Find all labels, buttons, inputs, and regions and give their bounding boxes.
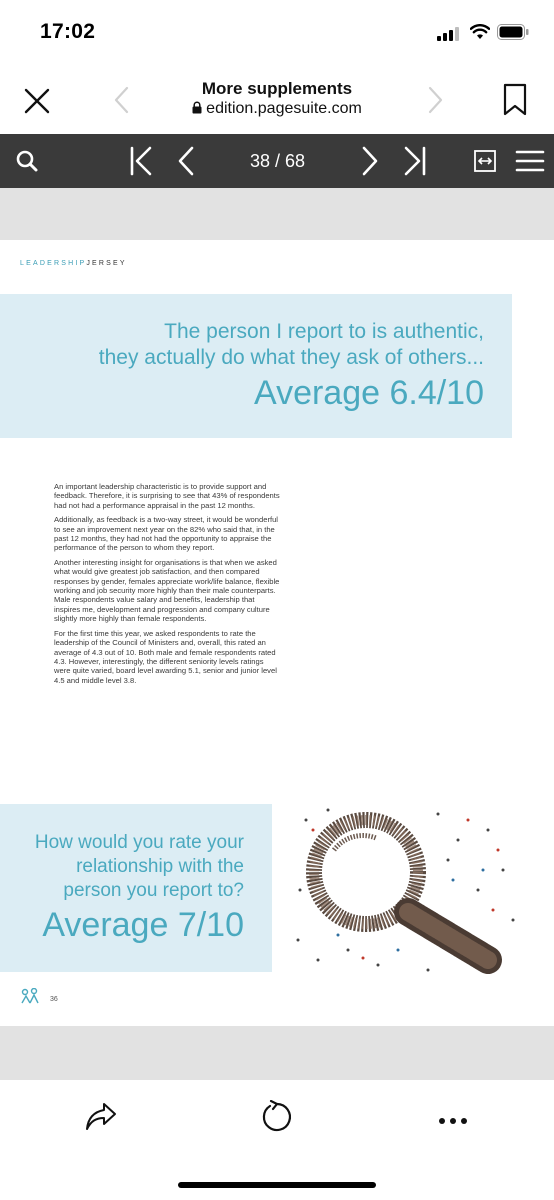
signal-icon xyxy=(437,27,459,41)
quote2-line3: person you report to? xyxy=(63,880,244,901)
page-number: 36 xyxy=(50,996,58,1003)
last-page-button[interactable] xyxy=(398,134,430,188)
forward-button[interactable] xyxy=(425,86,445,114)
viewer-margin-bottom xyxy=(0,1026,554,1080)
more-button[interactable] xyxy=(438,1112,468,1130)
article-paragraph: An important leadership characteristic is to provide support and feedback. Therefore, it is surprising to see that 43% of respondents had not had a performance appraisal in the past 12 months. xyxy=(54,482,280,510)
page-url xyxy=(0,100,554,118)
fit-width-button[interactable] xyxy=(472,134,498,188)
reload-button[interactable] xyxy=(260,1100,294,1139)
prev-page-icon xyxy=(176,146,196,176)
article-paragraph: For the first time this year, we asked respondents to rate the leadership of the Council of Ministers and, overall, this rated an average of 4.3 out of 10. Both male and female respondents rated 4.3. However, interestingly, the different seniority levels ratings were quite varied, board level awarding 5.1, senior and junior level 4.5 and middle level 3.8. xyxy=(54,628,277,685)
chevron-right-icon xyxy=(425,86,445,114)
search-icon xyxy=(15,149,39,173)
footer-logo-icon xyxy=(20,988,42,1004)
lock-icon xyxy=(192,101,202,114)
brand-label-part2: JERSEY xyxy=(86,260,127,267)
reload-icon xyxy=(260,1100,294,1134)
next-page-button[interactable] xyxy=(356,134,384,188)
viewer-toolbar xyxy=(0,134,554,188)
browser-header xyxy=(0,64,554,134)
share-icon xyxy=(84,1100,118,1134)
quote1-average: Average 6.4/10 xyxy=(254,374,484,412)
quote1-line2: they actually do what they ask of others... xyxy=(98,346,484,369)
first-page-button[interactable] xyxy=(126,134,158,188)
brand-label-part1: LEADERSHIP xyxy=(20,260,87,267)
prev-page-button[interactable] xyxy=(172,134,200,188)
home-indicator xyxy=(178,1182,376,1188)
brand-label xyxy=(20,260,127,267)
battery-icon xyxy=(497,24,529,40)
article-paragraph: Another interesting insight for organisations is that when we asked what would give greatest job satisfaction, and then compared responses by gender, females appreciate work/life balance, flexible working and job security more highly than their male counterparts. Male respondents value salary and benefits, leadership that inspires me, development and progression and company culture slightly more highly than female respondents. xyxy=(54,557,280,624)
quote2-line1: How would you rate your xyxy=(34,832,244,853)
menu-button[interactable] xyxy=(514,134,546,188)
next-page-icon xyxy=(360,146,380,176)
first-page-icon xyxy=(128,146,156,176)
page-url-text: edition.pagesuite.com xyxy=(206,100,362,117)
more-icon xyxy=(438,1117,468,1125)
crowd-magnifier-image xyxy=(288,800,528,980)
bookmark-icon xyxy=(503,83,527,117)
wifi-icon xyxy=(470,24,490,40)
page-counter: 38 / 68 xyxy=(249,151,306,171)
viewer-margin-top xyxy=(0,188,554,240)
search-button[interactable] xyxy=(10,134,44,188)
article-body xyxy=(54,482,282,690)
share-button[interactable] xyxy=(84,1100,118,1139)
bookmark-button[interactable] xyxy=(503,83,527,117)
status-time: 17:02 xyxy=(40,20,96,43)
fit-width-icon xyxy=(474,150,496,172)
last-page-icon xyxy=(400,146,428,176)
article-paragraph: Additionally, as feedback is a two-way street, it would be wonderful to see an improvement next year on the 82% who said that, in the past 12 months, they had not had the opportunity to appraise the performance of the person to whom they report. xyxy=(54,515,278,553)
quote1-line1: The person I report to is authentic, xyxy=(164,320,484,343)
quote2-line2: relationship with the xyxy=(76,856,244,877)
quote2-average: Average 7/10 xyxy=(42,906,244,944)
page-title: More supplements xyxy=(201,79,353,98)
hamburger-menu-icon xyxy=(515,149,545,173)
